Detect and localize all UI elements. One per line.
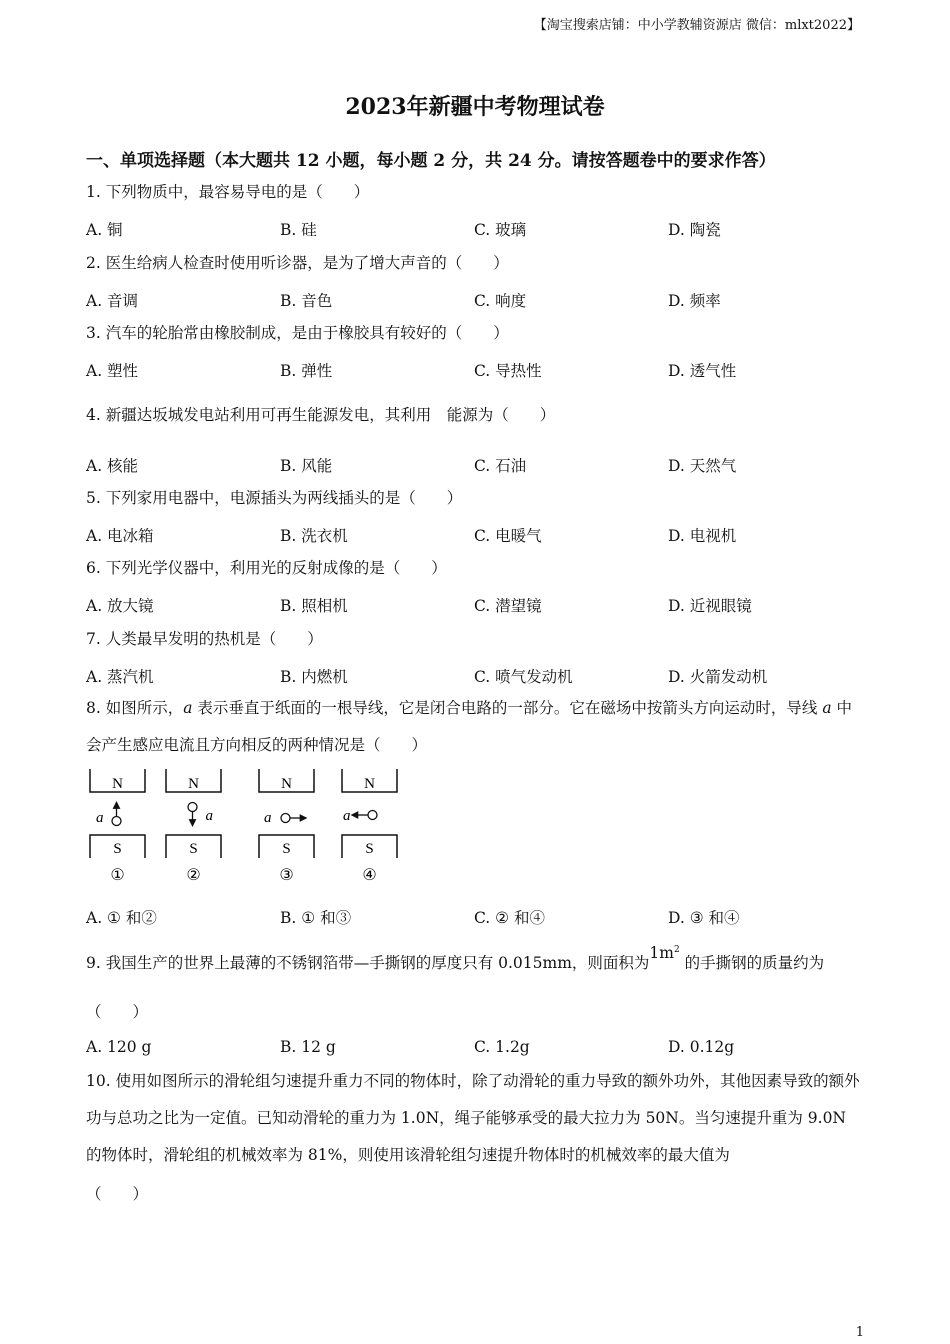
north-pole-label: N xyxy=(112,776,123,792)
north-pole-label: N xyxy=(281,776,292,792)
q9-option-b: B. 12 g xyxy=(280,1038,336,1056)
q9-stem-after: 的手撕钢的质量约为 xyxy=(679,954,825,972)
panel-label: ② xyxy=(186,867,201,884)
south-pole-label: S xyxy=(189,841,198,857)
q2-option-d: D. 频率 xyxy=(668,292,721,310)
wire-a xyxy=(188,803,197,812)
north-pole-label: N xyxy=(188,776,199,792)
q2-option-a: A. 音调 xyxy=(86,292,139,310)
panel-label: ① xyxy=(110,867,125,884)
q9-option-d: D. 0.12g xyxy=(668,1038,735,1056)
question-8 xyxy=(86,690,866,764)
q7-option-b: B. 内燃机 xyxy=(280,668,348,686)
question-4: 4. 新疆达坂城发电站利用可再生能源发电，其利用 能源为（ ） xyxy=(86,406,556,424)
page-number: 1 xyxy=(855,1325,864,1340)
q6-option-b: B. 照相机 xyxy=(280,597,348,615)
wire-a-label: a xyxy=(96,810,104,826)
question-3: 3. 汽车的轮胎常由橡胶制成，是由于橡胶具有较好的（ ） xyxy=(86,324,509,342)
south-pole-label: S xyxy=(113,841,122,857)
q1-option-b: B. 硅 xyxy=(280,221,317,239)
q8-option-a: A. ① 和② xyxy=(86,909,157,927)
q8-option-d: D. ③ 和④ xyxy=(668,909,740,927)
q4-option-d: D. 天然气 xyxy=(668,457,737,475)
q3-option-c: C. 导热性 xyxy=(474,362,542,380)
q1-option-c: C. 玻璃 xyxy=(474,221,527,239)
south-pole-label: S xyxy=(282,841,291,857)
q4-option-c: C. 石油 xyxy=(474,457,527,475)
q8-var-a-2: a xyxy=(822,699,832,717)
q9-paren: （ ） xyxy=(86,1003,149,1021)
q9-option-c: C. 1.2g xyxy=(474,1038,530,1056)
q8-stem-mid: 表示垂直于纸面的一根导线，它是闭合电路的一部分。它在磁场中按箭头方向运动时，导线 xyxy=(192,699,823,717)
q5-option-a: A. 电冰箱 xyxy=(86,527,154,545)
q4-option-b: B. 风能 xyxy=(280,457,333,475)
q7-option-c: C. 喷气发动机 xyxy=(474,668,573,686)
question-7: 7. 人类最早发明的热机是（ ） xyxy=(86,630,323,648)
q6-option-c: C. 潜望镜 xyxy=(474,597,542,615)
page-title: 2023年新疆中考物理试卷 xyxy=(345,94,605,120)
q6-option-a: A. 放大镜 xyxy=(86,597,154,615)
wire-a-label: a xyxy=(205,808,213,824)
q8-var-a: a xyxy=(183,699,193,717)
panel-label: ③ xyxy=(279,867,294,884)
question-10: 10. 使用如图所示的滑轮组匀速提升重力不同的物体时，除了动滑轮的重力导致的额外功外，其他因素导致的额外功与总功之比为一定值。已知动滑轮的重力为 1.0N，绳子能够承受的最大拉力为 50N。当匀速提升重为 9.0N 的物体时，滑轮组的机械效率为 81%，则使用该滑轮组匀速提升物体时的机械效率的最大值为 xyxy=(86,1072,860,1164)
wire-a-label: a xyxy=(343,808,351,824)
question-1: 1. 下列物质中，最容易导电的是（ ） xyxy=(86,183,370,201)
question-2: 2. 医生给病人检查时使用听诊器，是为了增大声音的（ ） xyxy=(86,254,509,272)
section-heading: 一、单项选择题（本大题共 12 小题，每小题 2 分，共 24 分。请按答题卷中的要求作答） xyxy=(86,151,776,171)
q1-option-d: D. 陶瓷 xyxy=(668,221,721,239)
q3-option-a: A. 塑性 xyxy=(86,362,139,380)
question-6: 6. 下列光学仪器中，利用光的反射成像的是（ ） xyxy=(86,559,447,577)
q10-paren: （ ） xyxy=(86,1185,149,1203)
north-pole-label: N xyxy=(364,776,375,792)
q9-unit-base: 1m xyxy=(649,944,674,962)
wire-a xyxy=(368,811,377,820)
q7-option-a: A. 蒸汽机 xyxy=(86,668,154,686)
q4-option-a: A. 核能 xyxy=(86,457,139,475)
q8-option-b: B. ① 和③ xyxy=(280,909,352,927)
q8-stem-suffix: 中会产生感应电流且方向相反的两种情况是（ ） xyxy=(86,699,853,754)
q2-option-b: B. 音色 xyxy=(280,292,333,310)
q8-magnet-figure xyxy=(86,765,416,889)
q5-option-b: B. 洗衣机 xyxy=(280,527,348,545)
question-5: 5. 下列家用电器中，电源插头为两线插头的是（ ） xyxy=(86,489,463,507)
magnet-panels xyxy=(90,769,397,884)
page-header: 【淘宝搜索店铺：中小学教辅资源店 微信：mlxt2022】 xyxy=(533,18,860,33)
q6-option-d: D. 近视眼镜 xyxy=(668,597,752,615)
south-pole-label: S xyxy=(365,841,374,857)
q2-option-c: C. 响度 xyxy=(474,292,527,310)
wire-a xyxy=(281,814,290,823)
q7-option-d: D. 火箭发动机 xyxy=(668,668,768,686)
q8-option-c: C. ② 和④ xyxy=(474,909,545,927)
q5-option-d: D. 电视机 xyxy=(668,527,737,545)
wire-a-label: a xyxy=(264,810,272,826)
wire-a xyxy=(112,817,121,826)
q3-option-d: D. 透气性 xyxy=(668,362,737,380)
q9-stem-before: 9. 我国生产的世界上最薄的不锈钢箔带—手撕钢的厚度只有 0.015mm，则面积为 xyxy=(86,954,650,972)
q9-unit-exp: 2 xyxy=(673,944,680,955)
q5-option-c: C. 电暖气 xyxy=(474,527,542,545)
panel-label: ④ xyxy=(362,867,377,884)
q1-option-a: A. 铜 xyxy=(86,221,123,239)
q8-stem-prefix: 8. 如图所示， xyxy=(86,699,184,717)
q9-option-a: A. 120 g xyxy=(86,1038,152,1056)
question-9 xyxy=(86,944,825,973)
q9-area-unit xyxy=(649,944,679,962)
q8-magnet-svg xyxy=(86,765,416,885)
q3-option-b: B. 弹性 xyxy=(280,362,333,380)
